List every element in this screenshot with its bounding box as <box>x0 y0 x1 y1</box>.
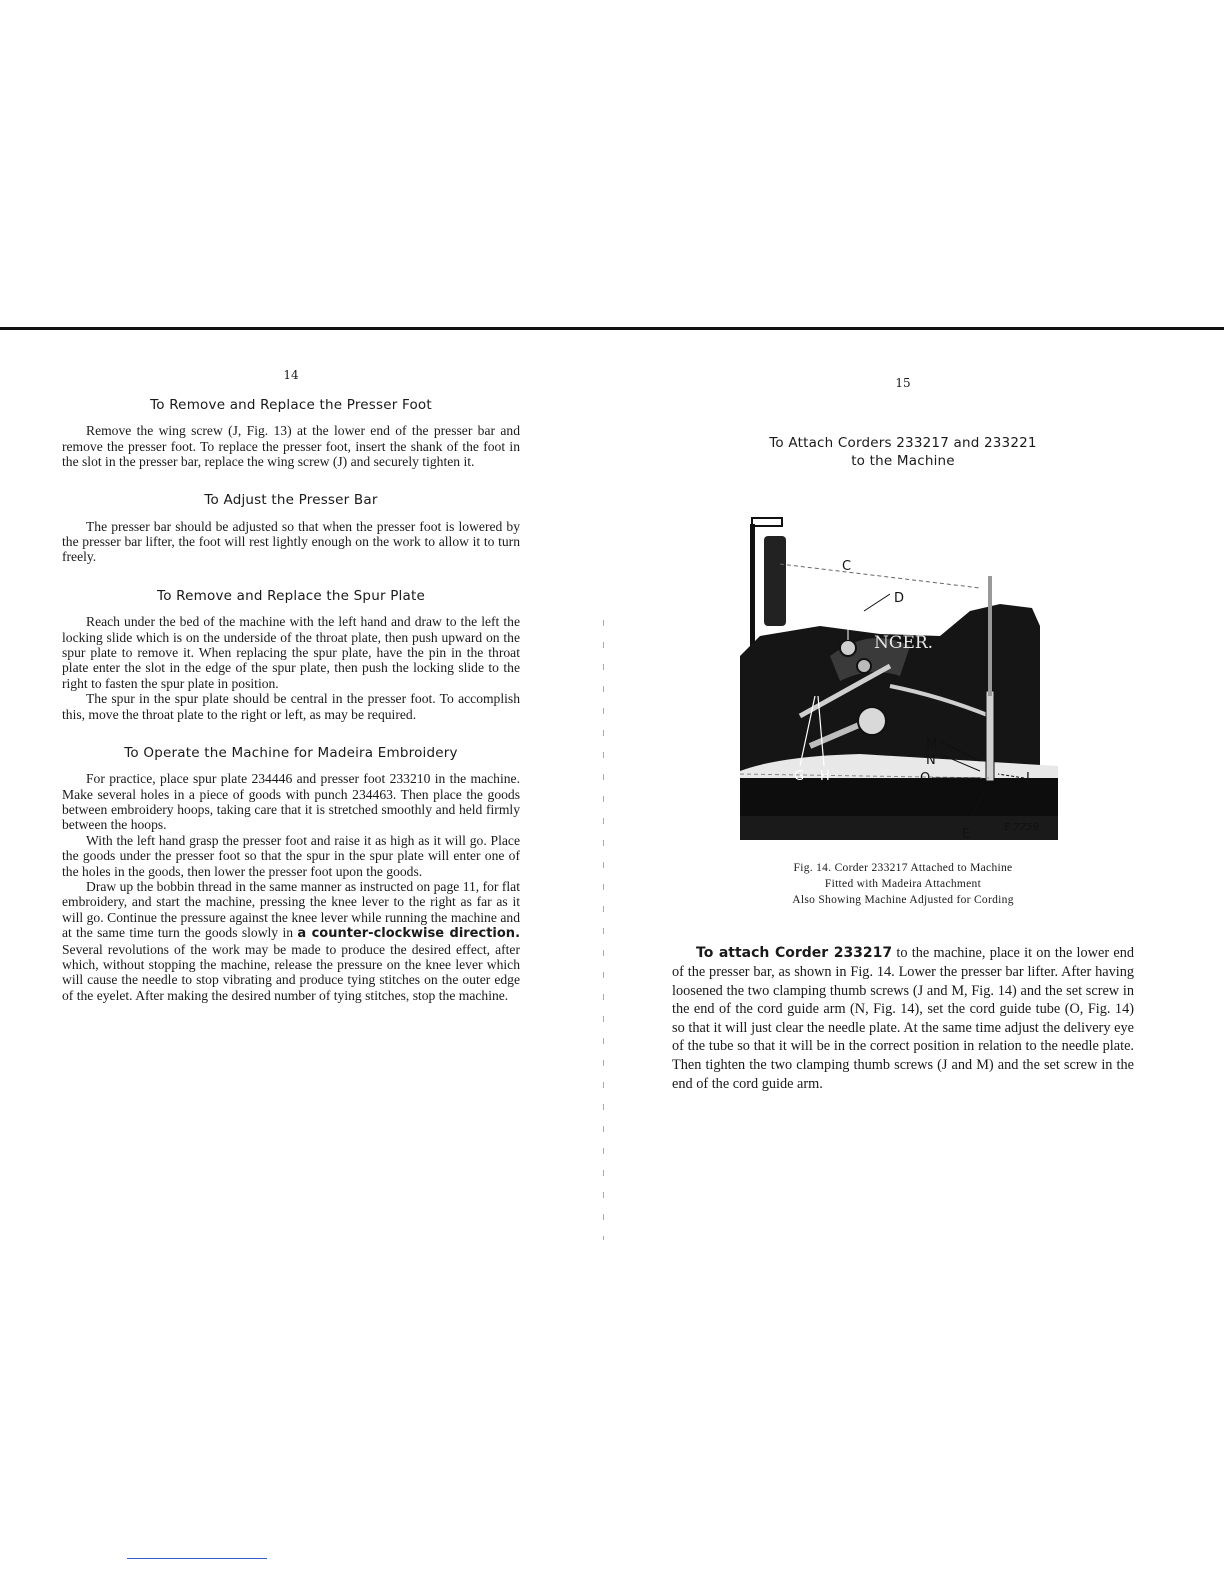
page-gutter <box>603 620 604 1240</box>
heading-remove-presser-foot: To Remove and Replace the Presser Foot <box>150 397 432 413</box>
heading-adjust-presser-bar: To Adjust the Presser Bar <box>204 492 378 509</box>
bottom-link-underline <box>127 1558 267 1559</box>
figure-reference-number: E 7759 <box>1004 822 1039 834</box>
heading-line: to the Machine <box>851 453 955 470</box>
figure-label-m: M <box>926 737 938 753</box>
text-run: Draw up the bobbin thread in the same manner as instructed on page 11, for flat embroidery, and start the machine, pressing the knee lever to the right as far as it will go. Continue the pressure against the knee lever while running the machine and at the same time turn the goods slowly in <box>62 879 520 941</box>
paragraph: The presser bar should be adjusted so that when the presser foot is lowered by the presser bar lifter, the foot will rest lightly enough on the work to allow it to turn freely. <box>62 518 520 565</box>
figure-caption <box>672 860 1134 908</box>
figure-label-c: C <box>842 559 852 575</box>
heading-line: To Attach Corders 233217 and 233221 <box>769 435 1037 451</box>
figure-label-o: O <box>920 771 931 787</box>
figure-brand-text: NGER. <box>874 633 934 654</box>
page-top-rule <box>0 327 1224 330</box>
figure-label-j: J <box>1026 771 1030 787</box>
page-number-left: 14 <box>283 368 299 382</box>
figure-label-g: G <box>794 769 805 785</box>
paragraph: Remove the wing screw (J, Fig. 13) at the lower end of the presser bar and remove the presser foot. To replace the presser foot, insert the shank of the foot in the slot in the presser bar, replace the wing screw (J) and securely tighten it. <box>62 423 520 470</box>
caption-line: Also Showing Machine Adjusted for Cording <box>792 894 1014 907</box>
heading-operate-madeira: To Operate the Machine for Madeira Embroidery <box>124 744 458 761</box>
paragraph: The spur in the spur plate should be central in the presser foot. To accomplish this, move the throat plate to the right or left, as may be required. <box>62 691 520 722</box>
left-page <box>62 368 520 1003</box>
heading-attach-corders <box>672 434 1134 470</box>
figure-label-n: N <box>926 753 936 769</box>
figure-machine-illustration <box>740 516 1058 846</box>
page-number-right: 15 <box>895 376 911 390</box>
text-run: to the machine, place it on the lower end of the presser bar, as shown in Fig. 14. Lower the presser bar lifter. After having loosened the two clamping thumb screws (J and M, Fig. 14) and the set screw in the end of the cord guide arm (N, Fig. 14), set the cord guide tube (O, Fig. 14) so that it will just clear the needle plate. At the same time adjust the delivery eye of the tube so that it will be in the correct position in relation to the needle plate. Then tighten the two clamping thumb screws (J and M) and the set screw in the end of the cord guide arm. <box>672 945 1134 1092</box>
sewing-machine-drawing <box>740 516 1058 846</box>
paragraph: Reach under the bed of the machine with the left hand and draw to the left the locking slide which is on the underside of the throat plate, then push upward on the spur plate to remove it. When replacing the spur plate, have the pin in the throat plate enter the slot in the edge of the spur plate, then push the locking slide to the right to fasten the spur plate in position. <box>62 614 520 691</box>
figure-label-e: E <box>962 827 971 843</box>
paragraph: With the left hand grasp the presser foot and raise it as high as it will go. Place the goods under the presser foot so that the spur in the spur plate will enter one of the holes in the goods, then lower the presser foot upon the goods. <box>62 832 520 879</box>
paragraph <box>62 879 520 1003</box>
caption-line: Fitted with Madeira Attachment <box>824 878 982 891</box>
bold-text: a counter-clockwise direction. <box>297 926 521 942</box>
right-page <box>672 376 1134 1093</box>
paragraph-attach-corder <box>672 944 1134 1093</box>
heading-remove-spur-plate: To Remove and Replace the Spur Plate <box>157 587 425 604</box>
caption-line: Fig. 14. Corder 233217 Attached to Machine <box>793 862 1013 875</box>
bold-text: To attach Corder 233217 <box>696 945 893 962</box>
text-run: Several revolutions of the work may be made to produce the desired effect, after which, without stopping the machine, release the pressure on the knee lever which will cause the needle to stop vibrating and produce tying stitches on the outer edge of the eyelet. After making the desired number of tying stitches, stop the machine. <box>62 941 520 1003</box>
figure-label-d: D <box>894 591 905 607</box>
paragraph: For practice, place spur plate 234446 and presser foot 233210 in the machine. Make several holes in a piece of goods with punch 234463. Then place the goods between embroidery hoops, taking care that it is stretched smoothly and held firmly between the hoops. <box>62 771 520 833</box>
figure-label-h: H <box>820 769 830 785</box>
